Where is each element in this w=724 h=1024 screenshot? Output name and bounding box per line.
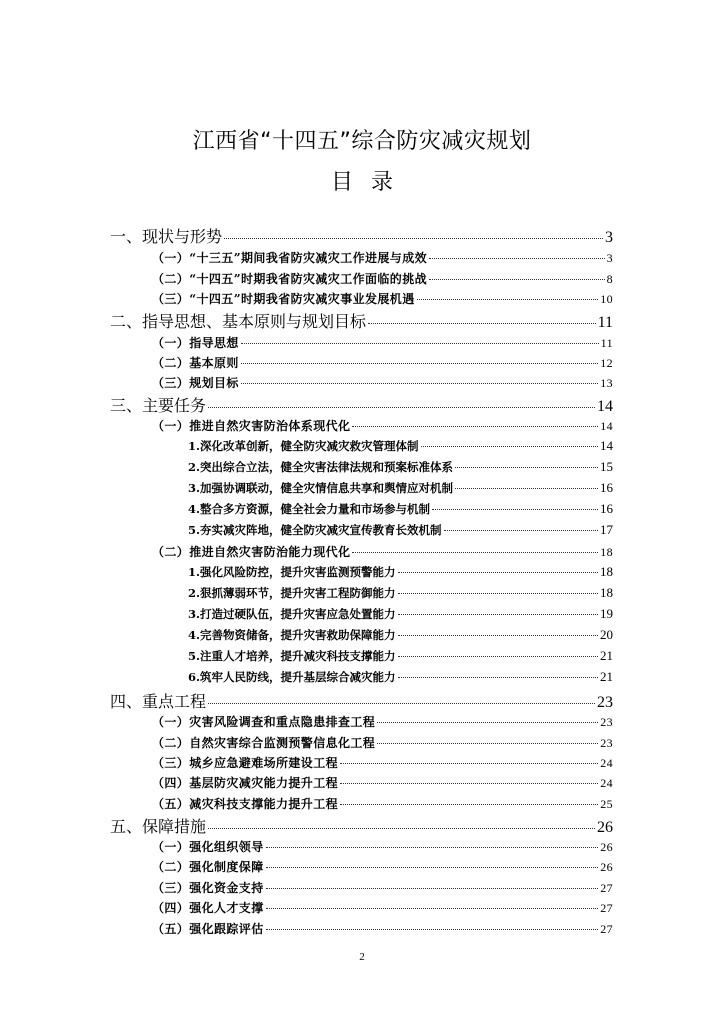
toc-leader bbox=[266, 908, 599, 909]
toc-entry-page: 19 bbox=[600, 606, 613, 621]
toc-heading-part1: 目 bbox=[330, 170, 353, 195]
toc-entry-4-4[interactable] bbox=[152, 774, 613, 794]
toc-entry-page: 14 bbox=[597, 398, 613, 415]
toc-entry-label: 二、指导思想、基本原则与规划目标 bbox=[110, 312, 367, 331]
toc-entry-page: 18 bbox=[600, 585, 613, 600]
toc-entry-3-2-1[interactable] bbox=[188, 564, 613, 584]
toc-leader bbox=[224, 238, 603, 239]
toc-entry-page: 13 bbox=[600, 376, 613, 390]
toc-entry-3-1-1[interactable] bbox=[188, 438, 613, 458]
toc-entry-label: （二）自然灾害综合监测预警信息化工程 bbox=[152, 736, 376, 750]
toc-leader bbox=[266, 888, 599, 889]
toc-leader bbox=[398, 635, 598, 636]
toc-leader bbox=[266, 867, 599, 868]
toc-entry-label: 1.强化风险防控，提升灾害监测预警能力 bbox=[188, 565, 396, 579]
toc-entry-page: 21 bbox=[600, 648, 613, 663]
toc-leader bbox=[429, 258, 605, 259]
toc-leader bbox=[398, 656, 598, 657]
toc-entry-label: （三）“十四五”时期我省防灾减灾事业发展机遇 bbox=[152, 292, 415, 306]
toc-entry-label: （一）推进自然灾害防治体系现代化 bbox=[152, 419, 351, 433]
toc-entry-label: （五）强化跟踪评估 bbox=[152, 922, 264, 936]
toc-entry-page: 11 bbox=[597, 314, 613, 331]
toc-entry-4-1[interactable] bbox=[152, 713, 613, 733]
toc-leader bbox=[398, 593, 598, 594]
toc-entry-5-1[interactable] bbox=[152, 838, 613, 858]
toc-entry-3-2-2[interactable] bbox=[188, 585, 613, 605]
toc-leader bbox=[241, 363, 598, 364]
toc-leader bbox=[398, 614, 598, 615]
toc-entry-page: 16 bbox=[600, 501, 613, 516]
toc-entry-page: 26 bbox=[600, 860, 613, 874]
toc-entry-page: 3 bbox=[606, 251, 613, 265]
toc-leader bbox=[266, 847, 599, 848]
toc-entry-label: 6.筑牢人民防线，提升基层综合减灾能力 bbox=[188, 670, 396, 684]
toc-entry-page: 23 bbox=[600, 736, 613, 750]
toc-entry-3-2[interactable] bbox=[152, 543, 613, 563]
toc-entry-3-1-3[interactable] bbox=[188, 480, 613, 500]
toc-entry-label: 2.狠抓薄弱环节，提升灾害工程防御能力 bbox=[188, 586, 396, 600]
toc-entry-label: 4.完善物资储备，提升灾害救助保障能力 bbox=[188, 628, 396, 642]
toc-entry-page: 3 bbox=[605, 229, 613, 246]
toc-entry-label: （二）“十四五”时期我省防灾减灾工作面临的挑战 bbox=[152, 272, 428, 286]
toc-entry-page: 23 bbox=[597, 694, 613, 711]
toc-entry-3-2-4[interactable] bbox=[188, 627, 613, 647]
toc-leader bbox=[241, 383, 598, 384]
toc-entry-section-2[interactable] bbox=[110, 309, 613, 333]
toc-leader bbox=[208, 828, 595, 829]
toc-entry-page: 25 bbox=[600, 797, 613, 811]
toc-entry-label: （一）强化组织领导 bbox=[152, 840, 264, 854]
toc-entry-label: （三）规划目标 bbox=[152, 376, 239, 390]
toc-heading bbox=[0, 168, 724, 198]
toc-entry-label: （三）强化资金支持 bbox=[152, 881, 264, 895]
toc-entry-label: 一、现状与形势 bbox=[110, 227, 223, 246]
toc-entry-3-1-2[interactable] bbox=[188, 459, 613, 479]
toc-entry-label: 5.注重人才培养，提升减灾科技支撑能力 bbox=[188, 649, 396, 663]
toc-entry-page: 27 bbox=[600, 881, 613, 895]
toc-entry-4-2[interactable] bbox=[152, 734, 613, 754]
toc-entry-label: 三、主要任务 bbox=[110, 396, 207, 415]
toc-entry-page: 8 bbox=[606, 272, 613, 286]
toc-leader bbox=[368, 323, 596, 324]
toc-entry-label: 3.打造过硬队伍，提升灾害应急处置能力 bbox=[188, 607, 396, 621]
toc-leader bbox=[398, 572, 598, 573]
toc-entry-4-5[interactable] bbox=[152, 795, 613, 815]
toc-entry-page: 26 bbox=[597, 819, 613, 836]
toc-entry-1-2[interactable] bbox=[152, 270, 613, 290]
toc-entry-page: 12 bbox=[600, 356, 613, 370]
toc-leader bbox=[340, 804, 598, 805]
toc-heading-part2: 录 bbox=[371, 170, 394, 195]
toc-entry-2-3[interactable] bbox=[152, 374, 613, 394]
toc-leader bbox=[377, 743, 598, 744]
toc-entry-label: （一）“十三五”期间我省防灾减灾工作进展与成效 bbox=[152, 251, 428, 265]
toc-entry-page: 10 bbox=[600, 292, 613, 306]
page-number: 2 bbox=[359, 951, 365, 963]
toc-leader bbox=[432, 509, 598, 510]
toc-entry-2-2[interactable] bbox=[152, 354, 613, 374]
toc-entry-page: 18 bbox=[600, 545, 613, 559]
toc-leader bbox=[208, 703, 595, 704]
toc-entry-label: （二）强化制度保障 bbox=[152, 860, 264, 874]
toc-entry-page: 21 bbox=[600, 669, 613, 684]
toc-leader bbox=[444, 530, 598, 531]
toc-entry-page: 15 bbox=[600, 459, 613, 474]
toc-leader bbox=[398, 677, 598, 678]
toc-entry-page: 27 bbox=[600, 922, 613, 936]
toc-leader bbox=[340, 783, 598, 784]
toc-entry-label: 4.整合多方资源，健全社会力量和市场参与机制 bbox=[188, 502, 431, 516]
toc-entry-page: 11 bbox=[600, 336, 613, 350]
toc-entry-5-2[interactable] bbox=[152, 858, 613, 878]
toc-entry-3-2-3[interactable] bbox=[188, 606, 613, 626]
toc-entry-5-4[interactable] bbox=[152, 899, 613, 919]
toc-leader bbox=[352, 552, 598, 553]
toc-entry-3-1[interactable] bbox=[152, 417, 613, 437]
toc-entry-page: 16 bbox=[600, 480, 613, 495]
toc-entry-3-2-5[interactable] bbox=[188, 648, 613, 668]
toc-entry-3-1-4[interactable] bbox=[188, 501, 613, 521]
toc-entry-label: （三）城乡应急避难场所建设工程 bbox=[152, 756, 339, 770]
toc-entry-label: （四）基层防灾减灾能力提升工程 bbox=[152, 776, 339, 790]
toc-entry-page: 24 bbox=[600, 776, 613, 790]
toc-entry-section-5[interactable] bbox=[110, 814, 613, 838]
toc-leader bbox=[455, 467, 598, 468]
toc-leader bbox=[455, 488, 598, 489]
toc-entry-section-1[interactable] bbox=[110, 224, 613, 248]
toc-entry-page: 24 bbox=[600, 756, 613, 770]
toc-leader bbox=[266, 929, 599, 930]
toc-entry-1-3[interactable] bbox=[152, 290, 613, 310]
toc-leader bbox=[421, 446, 598, 447]
toc-entry-section-3[interactable] bbox=[110, 393, 613, 417]
toc-entry-page: 14 bbox=[600, 438, 613, 453]
toc-entry-4-3[interactable] bbox=[152, 754, 613, 774]
toc-entry-label: 2.突出综合立法，健全灾害法律法规和预案标准体系 bbox=[188, 460, 454, 474]
toc-leader bbox=[429, 279, 605, 280]
toc-entry-5-5[interactable] bbox=[152, 920, 613, 940]
toc-entry-page: 27 bbox=[600, 901, 613, 915]
toc-entry-2-1[interactable] bbox=[152, 334, 613, 354]
toc-entry-label: 1.深化改革创新，健全防灾减灾救灾管理体制 bbox=[188, 439, 419, 453]
toc-entry-label: （一）灾害风险调查和重点隐患排查工程 bbox=[152, 715, 376, 729]
toc-entry-label: （二）基本原则 bbox=[152, 356, 239, 370]
toc-entry-label: （二）推进自然灾害防治能力现代化 bbox=[152, 545, 351, 559]
toc-entry-label: 3.加强协调联动，健全灾情信息共享和舆情应对机制 bbox=[188, 481, 454, 495]
toc-entry-label: 五、保障措施 bbox=[110, 817, 207, 836]
toc-entry-3-2-6[interactable] bbox=[188, 669, 613, 689]
toc-entry-5-3[interactable] bbox=[152, 879, 613, 899]
toc-leader bbox=[241, 343, 599, 344]
toc-entry-label: （五）减灾科技支撑能力提升工程 bbox=[152, 797, 339, 811]
toc-entry-page: 17 bbox=[600, 522, 613, 537]
document-title: 江西省“十四五”综合防灾减灾规划 bbox=[192, 129, 532, 154]
toc-leader bbox=[377, 722, 598, 723]
toc-leader bbox=[417, 299, 599, 300]
toc-entry-page: 14 bbox=[600, 419, 613, 433]
toc-entry-label: （四）强化人才支撑 bbox=[152, 901, 264, 915]
toc-entry-label: 四、重点工程 bbox=[110, 692, 207, 711]
toc-entry-3-1-5[interactable] bbox=[188, 522, 613, 542]
toc-entry-page: 18 bbox=[600, 564, 613, 579]
toc-leader bbox=[208, 407, 595, 408]
toc-leader bbox=[340, 763, 598, 764]
toc-leader bbox=[352, 426, 598, 427]
toc-entry-label: （一）指导思想 bbox=[152, 336, 239, 350]
toc-entry-page: 20 bbox=[600, 627, 613, 642]
toc-entry-page: 26 bbox=[600, 840, 613, 854]
toc-entry-section-4[interactable] bbox=[110, 689, 613, 713]
toc-entry-1-1[interactable] bbox=[152, 249, 613, 269]
toc-entry-page: 23 bbox=[600, 715, 613, 729]
toc-entry-label: 5.夯实减灾阵地，健全防灾减灾宣传教育长效机制 bbox=[188, 523, 442, 537]
